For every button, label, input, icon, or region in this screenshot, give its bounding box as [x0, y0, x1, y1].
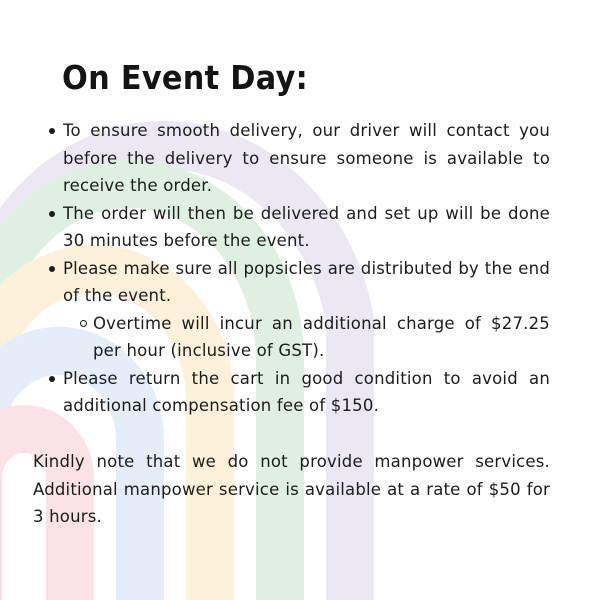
list-item-text: The order will then be delivered and set up will be done 30 minutes before the event.	[63, 203, 550, 250]
list-item-text: To ensure smooth delivery, our driver will contact you before the delivery to ensure someone is available to receive the order.	[63, 121, 550, 195]
sub-list-item: Overtime will incur an additional charge of $27.25 per hour (inclusive of GST).	[93, 310, 550, 365]
instructions-list	[63, 117, 550, 420]
list-item	[63, 200, 550, 255]
list-item	[63, 255, 550, 365]
list-item	[63, 117, 550, 200]
list-item-text: Please return the cart in good condition to avoid an additional compensation fee of $150.	[63, 368, 550, 415]
page-title: On Event Day:	[62, 58, 309, 97]
manpower-note: Kindly note that we do not provide manpower services. Additional manpower service is available at a rate of $50 for 3 hours.	[33, 452, 550, 526]
sub-list	[63, 310, 550, 365]
list-item-text: Please make sure all popsicles are distributed by the end of the event.	[63, 258, 550, 305]
list-item	[63, 365, 550, 420]
